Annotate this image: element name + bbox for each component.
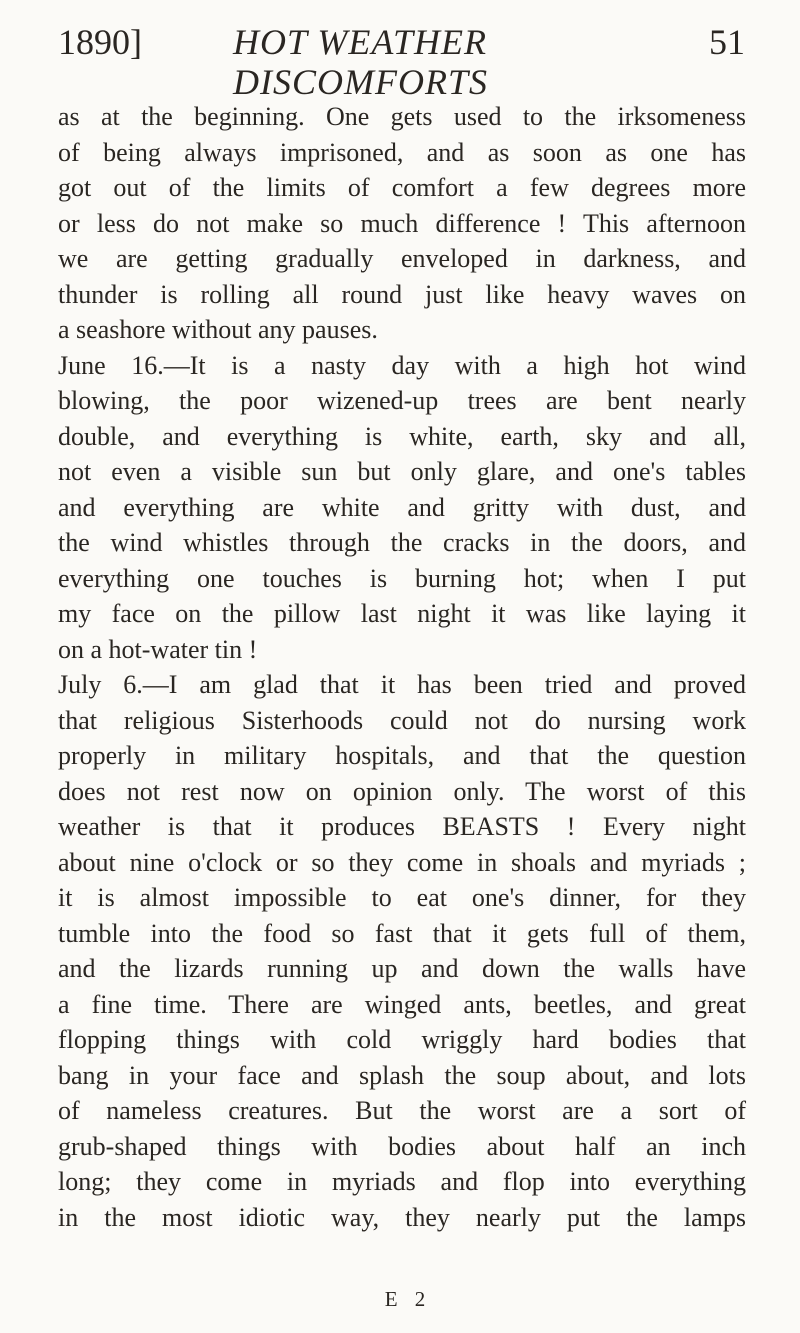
text-line: blowing, the poor wizened-up trees are bent nearly (58, 386, 746, 415)
signature-mark: E 2 (384, 1287, 432, 1311)
header-title: HOT WEATHER DISCOMFORTS (233, 22, 488, 102)
text-line: thunder is rolling all round just like heavy waves on (58, 279, 746, 309)
text-line: the wind whistles through the cracks in the doors, and (58, 528, 746, 557)
text-line: as at the beginning. One gets used to the irksomeness (58, 102, 746, 131)
text-line: and the lizards running up and down the walls have (58, 954, 746, 983)
text-line: July 6.—I am glad that it has been tried and proved (58, 670, 746, 699)
text-line: got out of the limits of comfort a few degrees more (58, 173, 746, 202)
text-line: in the most idiotic way, they nearly put the lamps (58, 1202, 746, 1232)
text-line: about nine o'clock or so they come in shoals and myriads ; (58, 847, 746, 877)
text-line: my face on the pillow last night it was like laying it (58, 599, 746, 628)
text-line: on a hot-water tin ! (58, 634, 258, 664)
text-line: we are getting gradually enveloped in darkness, and (58, 244, 746, 273)
page-number: 51 (709, 22, 745, 62)
text-line: long; they come in myriads and flop into everything (58, 1167, 746, 1196)
text-line: grub-shaped things with bodies about half an inch (58, 1131, 746, 1161)
text-line: flopping things with cold wriggly hard bodies that (58, 1025, 746, 1054)
text-line: tumble into the food so fast that it gets full of them, (58, 918, 746, 948)
text-line: not even a visible sun but only glare, and one's tables (58, 457, 746, 486)
text-line: June 16.—It is a nasty day with a high hot wind (58, 350, 746, 380)
text-line: of being always imprisoned, and as soon as one has (58, 137, 746, 167)
header-year: 1890] (58, 22, 142, 62)
text-line: everything one touches is burning hot; when I put (58, 563, 746, 593)
text-line: of nameless creatures. But the worst are a sort of (58, 1096, 746, 1125)
text-line: a fine time. There are winged ants, beetles, and great (58, 989, 746, 1019)
text-line: it is almost impossible to eat one's dinner, for they (58, 883, 746, 912)
text-line: bang in your face and splash the soup about, and lots (58, 1060, 746, 1090)
running-header (58, 8, 745, 102)
text-line: double, and everything is white, earth, sky and all, (58, 421, 746, 451)
text-line: and everything are white and gritty with dust, and (58, 492, 746, 522)
text-line: or less do not make so much difference ! This afternoon (58, 208, 746, 238)
text-line: properly in military hospitals, and that the question (58, 741, 746, 770)
text-line: weather is that it produces BEASTS ! Every night (58, 812, 746, 841)
body-text (58, 99, 746, 1235)
text-line: a seashore without any pauses. (58, 315, 378, 344)
text-line: does not rest now on opinion only. The worst of this (58, 776, 746, 806)
text-line: that religious Sisterhoods could not do nursing work (58, 705, 746, 735)
